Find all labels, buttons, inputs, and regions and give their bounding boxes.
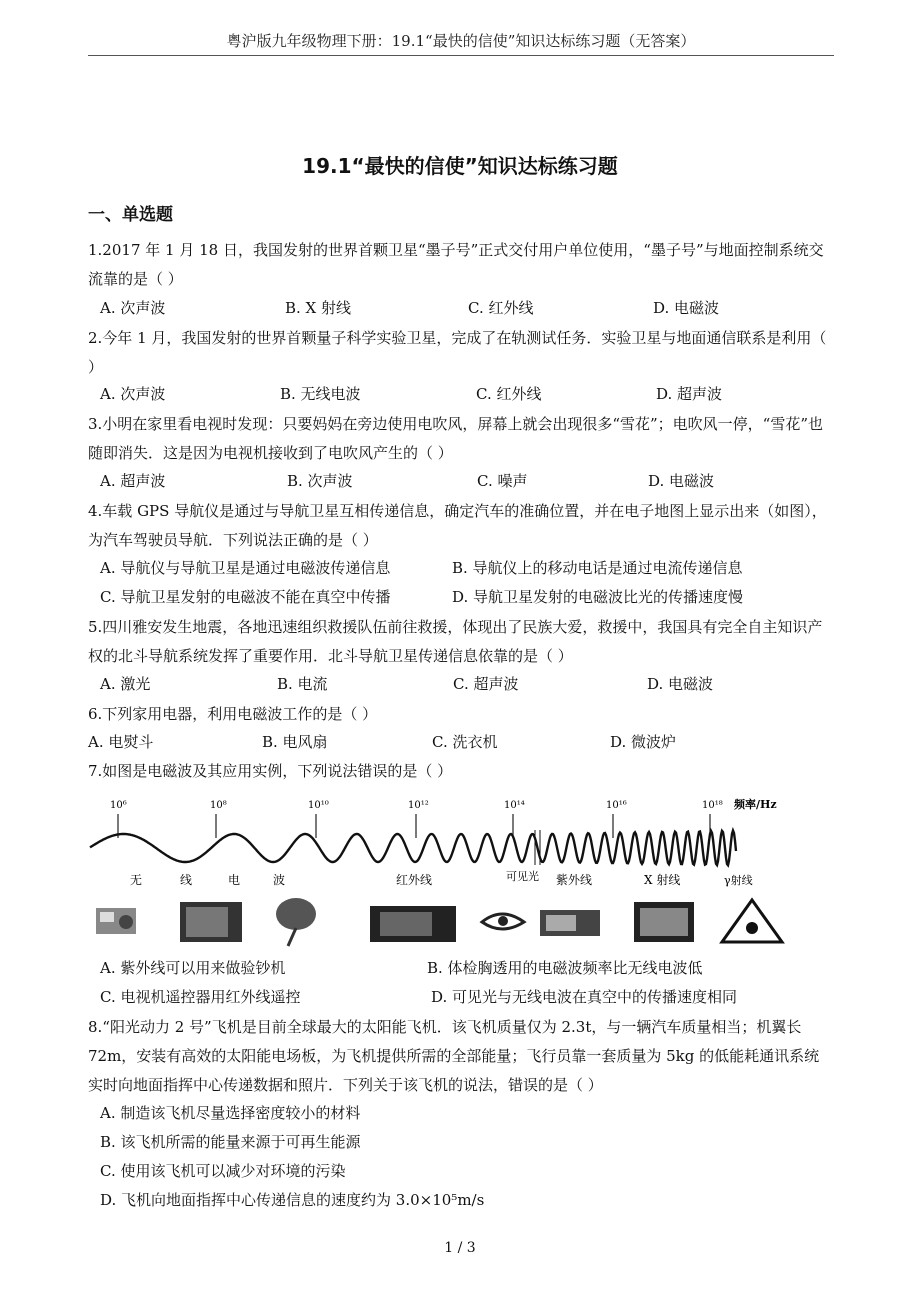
option: C. 超声波 (453, 675, 519, 693)
option: C. 噪声 (477, 472, 528, 490)
freq-label: 10⁸ (210, 800, 227, 811)
question-6: 6.下列家用电器，利用电磁波工作的是（ ） (88, 705, 378, 723)
option: D. 电磁波 (648, 472, 715, 490)
question-2-options (100, 382, 834, 406)
option: C. 红外线 (468, 299, 534, 317)
satellite-dish-icon (276, 898, 316, 946)
option: B. 无线电波 (280, 385, 361, 403)
option: C. 电视机遥控器用红外线遥控 (100, 988, 301, 1006)
option: A. 紫外线可以用来做验钞机 (100, 959, 286, 977)
radiation-warning-icon (722, 900, 782, 942)
band-label: 无 (130, 873, 143, 887)
option: B. 导航仪上的移动电话是通过电流传递信息 (452, 559, 743, 577)
question-7-options-row1 (100, 956, 834, 980)
option: A. 电熨斗 (88, 733, 154, 751)
em-wave (90, 831, 736, 866)
band-label: 线 (180, 873, 193, 887)
question-4-options-row1 (100, 556, 834, 580)
question-6-options (88, 730, 822, 754)
option: A. 激光 (100, 675, 151, 693)
option: C. 使用该飞机可以减少对环境的污染 (100, 1162, 346, 1180)
option: A. 导航仪与导航卫星是通过电磁波传递信息 (100, 559, 391, 577)
option: A. 次声波 (100, 299, 166, 317)
tv-icon (180, 902, 242, 942)
option: B. 体检胸透用的电磁波频率比无线电波低 (427, 959, 703, 977)
option: D. 电磁波 (647, 675, 714, 693)
question-8: 8.“阳光动力 2 号”飞机是目前全球最大的太阳能飞机．该飞机质量仅为 2.3t，与一辆汽车质量相当；机翼长 72m，安装有高效的太阳能电场板，为飞机提供所需的全部能量；飞行员靠一套质量为 5kg 的低能耗通讯系统实时向地面指挥中心传递数据和照片．下列关于该飞机的说法，错误的是（ ） (88, 1018, 820, 1094)
freq-label: 10¹⁶ (606, 800, 627, 811)
header-rule (88, 55, 834, 56)
option: D. 超声波 (656, 385, 723, 403)
option: A. 制造该飞机尽量选择密度较小的材料 (100, 1104, 361, 1122)
option: A. 次声波 (100, 385, 166, 403)
band-label: 可见光 (506, 870, 539, 883)
question-1: 1.2017 年 1 月 18 日，我国发射的世界首颗卫星“墨子号”正式交付用户单位使用，“墨子号”与地面控制系统交流靠的是（ ） (88, 241, 824, 288)
band-label: γ射线 (724, 874, 753, 887)
question-3-options (100, 469, 834, 493)
band-label: 电 (228, 873, 241, 887)
question-3: 3.小明在家里看电视时发现：只要妈妈在旁边使用电吹风，屏幕上就会出现很多“雪花”；电吹风一停，“雪花”也随即消失．这是因为电视机接收到了电吹风产生的（ ） (88, 415, 823, 462)
option: B. X 射线 (285, 299, 352, 317)
band-label: 红外线 (396, 873, 433, 887)
freq-unit: 频率/Hz (734, 798, 777, 811)
freq-label: 10¹⁸ (702, 800, 723, 811)
banknote-icon (540, 910, 600, 936)
question-7: 7.如图是电磁波及其应用实例，下列说法错误的是（ ） (88, 762, 453, 780)
page-header: 粤沪版九年级物理下册：19.1“最快的信使”知识达标练习题（无答案） (226, 32, 696, 50)
page-number: 1 / 3 (444, 1240, 476, 1256)
microwave-oven-icon (370, 906, 456, 942)
band-label: 紫外线 (556, 873, 593, 887)
freq-label: 10¹⁴ (504, 800, 525, 811)
option: D. 飞机向地面指挥中心传递信息的速度约为 3.0×10⁵m/s (100, 1191, 485, 1209)
freq-label: 10⁶ (110, 800, 127, 811)
option: A. 超声波 (100, 472, 166, 490)
option: B. 该飞机所需的能量来源于可再生能源 (100, 1133, 361, 1151)
xray-image-icon (634, 902, 694, 942)
option: D. 导航卫星发射的电磁波比光的传播速度慢 (452, 588, 744, 606)
section-heading: 一、单选题 (88, 205, 173, 225)
option: D. 微波炉 (610, 733, 677, 751)
em-spectrum-diagram (88, 790, 808, 950)
question-4: 4.车载 GPS 导航仪是通过与导航卫星互相传递信息，确定汽车的准确位置，并在电子地图上显示出来（如图），为汽车驾驶员导航．下列说法正确的是（ ） (88, 502, 827, 549)
option: C. 红外线 (476, 385, 542, 403)
option: D. 可见光与无线电波在真空中的传播速度相同 (431, 988, 738, 1006)
eye-icon (482, 914, 524, 929)
document-title: 19.1“最快的信使”知识达标练习题 (302, 154, 618, 178)
question-4-options-row2 (100, 585, 834, 609)
band-label: X 射线 (644, 873, 681, 887)
option: B. 电流 (277, 675, 328, 693)
band-label: 波 (273, 873, 286, 887)
question-2: 2.今年 1 月，我国发射的世界首颗量子科学实验卫星，完成了在轨测试任务．实验卫星与地面通信联系是利用（ ） (88, 329, 827, 376)
question-5-options (100, 672, 834, 696)
option: B. 电风扇 (262, 733, 328, 751)
freq-label: 10¹² (408, 800, 429, 811)
option: D. 电磁波 (653, 299, 720, 317)
freq-label: 10¹⁰ (308, 800, 329, 811)
em-spectrum-figure (88, 790, 808, 950)
question-1-options (100, 296, 834, 320)
question-7-options-row2 (100, 985, 834, 1009)
option: B. 次声波 (287, 472, 353, 490)
radio-icon (96, 908, 136, 934)
question-5: 5.四川雅安发生地震，各地迅速组织救援队伍前往救援，体现出了民族大爱，救援中，我国具有完全自主知识产权的北斗导航系统发挥了重要作用．北斗导航卫星传递信息依靠的是（ ） (88, 618, 823, 665)
option: C. 导航卫星发射的电磁波不能在真空中传播 (100, 588, 391, 606)
option: C. 洗衣机 (432, 733, 498, 751)
